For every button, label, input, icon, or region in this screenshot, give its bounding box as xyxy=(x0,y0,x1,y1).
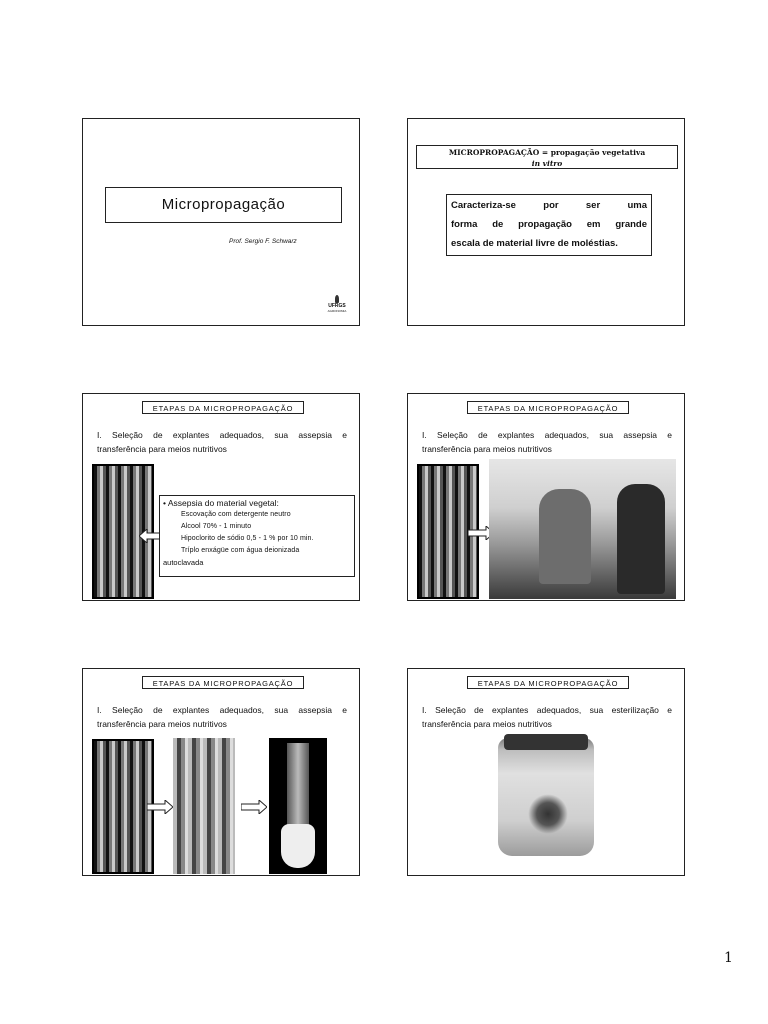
step-line-1: I. Seleção de explantes adequados, sua assepsia e xyxy=(97,705,347,715)
asepsia-box xyxy=(159,495,355,577)
slide-5-etapas xyxy=(82,668,360,876)
asepsia-item: Escovação com detergente neutro xyxy=(181,511,291,518)
definition-header-line2: in vitro xyxy=(531,159,563,168)
asepsia-item: Hipoclorito de sódio 0,5 - 1 % por 10 min. xyxy=(181,535,314,542)
lab-worker-figure xyxy=(617,484,665,594)
asepsia-item: Tríplo enxágüe com água deionizada xyxy=(181,547,300,554)
definition-header-line1: MICROPROPAGAÇÃO = propagação vegetativa xyxy=(448,148,646,157)
definition-box xyxy=(446,194,652,256)
slide-3-etapas xyxy=(82,393,360,601)
slide-4-etapas xyxy=(407,393,685,601)
definition-line: forma de propagação em grande xyxy=(451,219,647,230)
logo-subtext: AGRONOMIA xyxy=(327,309,347,313)
etapas-heading: ETAPAS DA MICROPROPAGAÇÃO xyxy=(467,676,629,689)
step-line-2: transferência para meios nutritivos xyxy=(422,444,552,454)
step-text xyxy=(97,703,347,731)
step-line-1: I. Seleção de explantes adequados, sua assepsia e xyxy=(97,430,347,440)
step-line-2: transferência para meios nutritivos xyxy=(97,719,227,729)
lab-photo xyxy=(489,459,676,599)
definition-line: Caracteriza-se por ser uma xyxy=(451,200,647,211)
page-number: 1 xyxy=(724,950,733,966)
culture-tubes-image xyxy=(92,739,154,874)
etapas-heading: ETAPAS DA MICROPROPAGAÇÃO xyxy=(142,401,304,414)
etapas-heading: ETAPAS DA MICROPROPAGAÇÃO xyxy=(467,401,629,414)
step-line-2: transferência para meios nutritivos xyxy=(422,719,552,729)
slide-6-etapas xyxy=(407,668,685,876)
arrow-right-icon xyxy=(241,800,267,814)
logo-text: UFRGS xyxy=(328,303,346,309)
step-text xyxy=(422,428,672,456)
arrow-right-icon xyxy=(147,800,173,814)
plantlet xyxy=(528,794,568,834)
step-line-1: I. Seleção de explantes adequados, sua assepsia e xyxy=(422,430,672,440)
asepsia-title: • Assepsia do material vegetal: xyxy=(163,498,279,508)
step-text xyxy=(97,428,347,456)
definition-line: escala de material livre de moléstias. xyxy=(451,238,618,249)
etapas-heading: ETAPAS DA MICROPROPAGAÇÃO xyxy=(142,676,304,689)
asepsia-tail: autoclavada xyxy=(163,558,204,567)
tube-rack-image xyxy=(173,738,235,874)
ufrgs-logo xyxy=(327,295,347,317)
author: Prof. Sergio F. Schwarz xyxy=(229,238,297,245)
step-line-2: transferência para meios nutritivos xyxy=(97,444,227,454)
slide-2-definition xyxy=(407,118,685,326)
flame-icon xyxy=(335,295,339,303)
definition-header xyxy=(416,145,678,169)
culture-jar-image xyxy=(494,734,598,860)
slide-title: Micropropagação xyxy=(105,187,342,223)
asepsia-item: Alcool 70% - 1 minuto xyxy=(181,523,252,530)
single-tube-image xyxy=(269,738,327,874)
step-line-1: I. Seleção de explantes adequados, sua esterilização e xyxy=(422,705,672,715)
slide-1-title xyxy=(82,118,360,326)
step-text xyxy=(422,703,672,731)
lab-worker-figure xyxy=(539,489,591,584)
